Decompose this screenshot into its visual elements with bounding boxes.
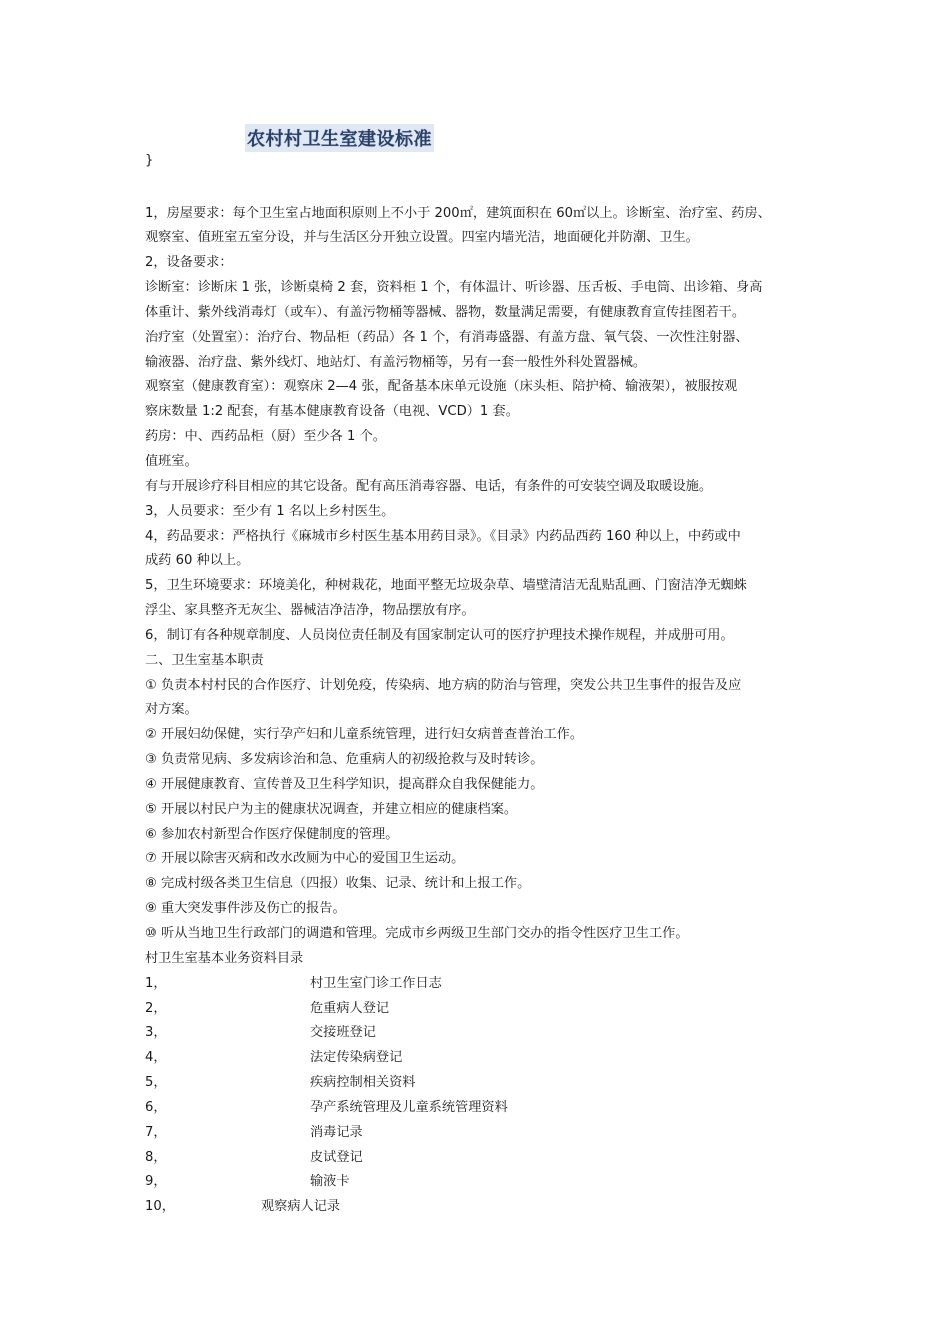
record-number: 8， — [145, 1150, 167, 1165]
record-name: 法定传染病登记 — [310, 1050, 403, 1065]
record-number: 6， — [145, 1100, 167, 1115]
body-line: 观察室、值班室五室分设，并与生活区分开独立设置。四室内墙光洁，地面硬化并防潮、卫生。 — [145, 230, 699, 245]
body-line: 药房：中、西药品柜（厨）至少各 1 个。 — [145, 429, 386, 444]
body-line: 治疗室（处置室）：治疗台、物品柜（药品）各 1 个，有消毒盛器、有盖方盘、氧气袋、一次性注射器、 — [145, 330, 749, 345]
body-line: 观察室（健康教育室）：观察床 2—4 张，配备基本床单元设施（床头柜、陪护椅、输液架），被服按观 — [145, 379, 738, 394]
body-line: ④ 开展健康教育、宣传普及卫生科学知识，提高群众自我保健能力。 — [145, 777, 544, 792]
body-line: 有与开展诊疗科目相应的其它设备。配有高压消毒容器、电话，有条件的可安装空调及取暖设施。 — [145, 479, 713, 494]
record-number: 7， — [145, 1125, 167, 1140]
body-line: 5，卫生环境要求：环境美化，种树栽花，地面平整无垃圾杂草、墙壁清洁无乱贴乱画、门窗洁净无蜘蛛 — [145, 578, 747, 593]
record-name: 观察病人记录 — [261, 1199, 341, 1214]
body-line: ⑧ 完成村级各类卫生信息（四报）收集、记录、统计和上报工作。 — [145, 876, 531, 891]
body-line: ⑩ 听从当地卫生行政部门的调遣和管理。完成市乡两级卫生部门交办的指令性医疗卫生工作。 — [145, 926, 689, 941]
body-line: 4，药品要求：严格执行《麻城市乡村医生基本用药目录》。《目录》内药品西药 160 种以上，中药或中 — [145, 529, 741, 544]
record-name: 交接班登记 — [310, 1025, 376, 1040]
body-line: 察床数量 1:2 配套，有基本健康教育设备（电视、VCD）1 套。 — [145, 404, 519, 419]
body-line: 诊断室：诊断床 1 张，诊断桌椅 2 套，资料柜 1 个，有体温计、听诊器、压舌板、手电筒、出诊箱、身高 — [145, 280, 763, 295]
section-heading: 二、卫生室基本职责 — [145, 653, 264, 668]
section-heading: 村卫生室基本业务资料目录 — [145, 951, 304, 966]
body-line: ⑦ 开展以除害灭病和改水改厕为中心的爱国卫生运动。 — [145, 851, 465, 866]
record-number: 4， — [145, 1050, 167, 1065]
record-number: 9， — [145, 1174, 167, 1189]
body-line: 值班室。 — [145, 454, 198, 469]
body-line: ⑥ 参加农村新型合作医疗保健制度的管理。 — [145, 827, 399, 842]
record-name: 消毒记录 — [310, 1125, 363, 1140]
body-line: 6，制订有各种规章制度、人员岗位责任制及有国家制定认可的医疗护理技术操作规程，并成册可用。 — [145, 628, 734, 643]
record-number: 10， — [145, 1199, 175, 1214]
record-name: 孕产系统管理及儿童系统管理资料 — [310, 1100, 508, 1115]
body-line: 输液器、治疗盘、紫外线灯、地站灯、有盖污物桶等，另有一套一般性外科处置器械。 — [145, 355, 647, 370]
record-name: 村卫生室门诊工作日志 — [310, 976, 442, 991]
brace-mark: } — [145, 153, 154, 168]
record-number: 2， — [145, 1001, 167, 1016]
body-line: 1，房屋要求：每个卫生室占地面积原则上不小于 200㎡，建筑面积在 60㎡以上。诊断室、治疗室、药房、 — [145, 206, 771, 221]
record-name: 输液卡 — [310, 1174, 350, 1189]
body-line: ② 开展妇幼保健，实行孕产妇和儿童系统管理，进行妇女病普查普治工作。 — [145, 727, 584, 742]
document-title: 农村村卫生室建设标准 — [245, 124, 434, 152]
body-line: ③ 负责常见病、多发病诊治和急、危重病人的初级抢救与及时转诊。 — [145, 752, 544, 767]
body-line: ⑨ 重大突发事件涉及伤亡的报告。 — [145, 901, 346, 916]
body-line: 浮尘、家具整齐无灰尘、器械洁净洁净，物品摆放有序。 — [145, 603, 475, 618]
body-line: 对方案。 — [145, 702, 198, 717]
body-line: 成药 60 种以上。 — [145, 553, 250, 568]
record-name: 皮试登记 — [310, 1150, 363, 1165]
record-number: 3， — [145, 1025, 167, 1040]
record-name: 疾病控制相关资料 — [310, 1075, 416, 1090]
record-number: 1， — [145, 976, 167, 991]
record-name: 危重病人登记 — [310, 1001, 390, 1016]
record-number: 5， — [145, 1075, 167, 1090]
body-line: ⑤ 开展以村民户为主的健康状况调查，并建立相应的健康档案。 — [145, 802, 518, 817]
body-line: 2，设备要求： — [145, 255, 233, 270]
body-line: 体重计、紫外线消毒灯（或车）、有盖污物桶等器械、器物，数量满足需要，有健康教育宣传挂图若干。 — [145, 305, 746, 320]
body-line: ① 负责本村村民的合作医疗、计划免疫，传染病、地方病的防治与管理，突发公共卫生事件的报告及应 — [145, 678, 742, 693]
body-line: 3，人员要求：至少有 1 名以上乡村医生。 — [145, 504, 395, 519]
